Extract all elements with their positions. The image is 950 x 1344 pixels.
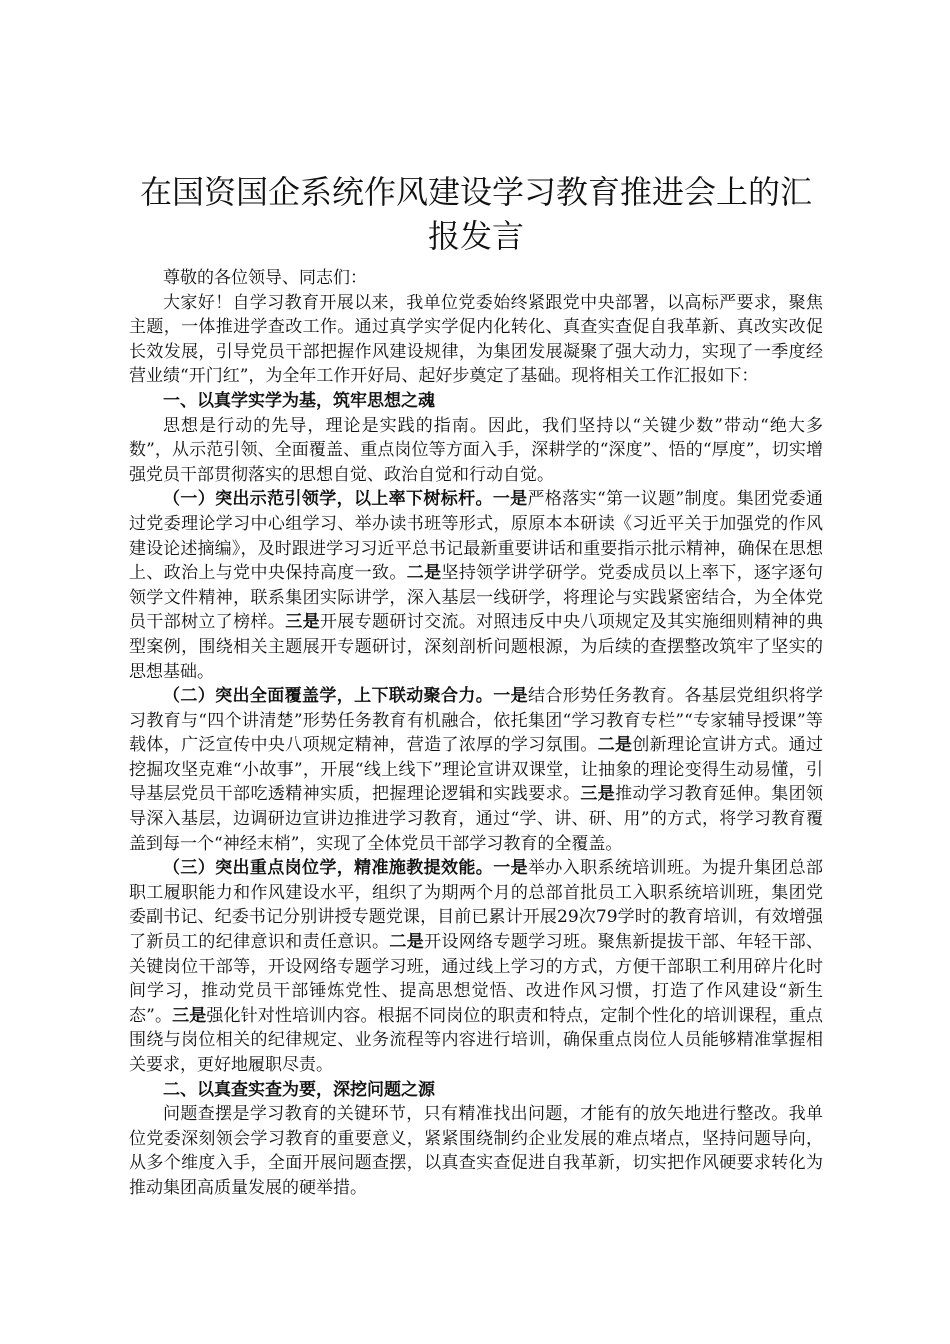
point-1-marker: 一是 — [493, 858, 528, 879]
point-2-text: 开设网络专题学习班。聚焦新提拔干部、年轻干部、关键岗位干部等，开设网络专题学习班，通过线上学习的方式，方便干部职工利用碎片化时间学习，推动党员干部锤炼党性、提高思想觉悟、改进作风习惯，打造了作风建设“新生态”。 — [129, 932, 824, 1026]
point-3-text: 开展专题研讨交流。对照违反中央八项规定及其实施细则精神的典型案例，围绕相关主题展开专题研讨，深刻剖析问题根源，为后续的查摆整改筑牢了坚实的思想基础。 — [129, 612, 824, 682]
point-3-marker: 三是 — [285, 612, 320, 633]
subsection-3-paragraph — [129, 856, 823, 1077]
point-2-text: 创新理论宣讲方式。通过挖掘攻坚克难“小故事”，开展“线上线下”理论宣讲双课堂，让抽象的理论变得生动易懂，引导基层党员干部吃透精神实质，把握理论逻辑和实践要求。 — [129, 735, 824, 805]
point-2-marker: 二是 — [406, 563, 442, 584]
section-2-heading: 二、以真查实查为要，深挖问题之源 — [163, 1079, 435, 1100]
point-1-marker: 一是 — [492, 489, 528, 510]
intro-paragraph: 大家好！自学习教育开展以来，我单位党委始终紧跟党中央部署，以高标严要求，聚焦主题，一体推进学查改工作。通过真学实学促内化转化、真查实查促自我革新、真改实改促长效发展，引导党员干部把握作风建设规律，为集团发展凝聚了强大动力，实现了一季度经营业绩“开门红”，为全年工作开好局、起好步奠定了基础。现将相关工作汇报如下： — [129, 292, 823, 387]
point-1-text: 结合形势任务教育。各基层党组织将学习教育与“四个讲清楚”形势任务教育有机融合，依托集团“学习教育专栏”“专家辅导授课”等载体，广泛宣传中央八项规定精神，营造了浓厚的学习氛围。 — [129, 686, 824, 756]
subsection-2-paragraph — [129, 684, 823, 856]
point-1-marker: 一是 — [493, 686, 528, 707]
point-1-text: 举办入职系统培训班。为提升集团总部职工履职能力和作风建设水平，组织了为期两个月的总部首批员工入职系统培训班，集团党委副书记、纪委书记分别讲授专题党课，目前已累计开展29次79学时的教育培训，有效增强了新员工的纪律意识和责任意识。 — [129, 858, 824, 953]
point-3-text: 强化针对性培训内容。根据不同岗位的职责和特点，定制个性化的培训课程，重点围绕与岗位相关的纪律规定、业务流程等内容进行培训，确保重点岗位人员能够精准掌握相关要求，更好地履职尽责。 — [129, 1005, 823, 1075]
subsection-3-lead: （三）突出重点岗位学，精准施教提效能。 — [163, 858, 494, 879]
salutation: 尊敬的各位领导、同志们： — [163, 268, 367, 288]
point-3-marker: 三是 — [172, 1005, 207, 1026]
document-title: 在国资国企系统作风建设学习教育推进会上的汇报发言 — [139, 173, 812, 255]
point-1-text: 严格落实“第一议题”制度。集团党委通过党委理论学习中心组学习、举办读书班等形式，原原本本研读《习近平关于加强党的作风建设论述摘编》，及时跟进学习习近平总书记最新重要讲话和重要指示批示精神，确保在思想上、政治上与党中央保持高度一致。 — [129, 489, 824, 584]
subsection-1-lead: （一）突出示范引领学，以上率下树标杆。 — [163, 489, 493, 510]
section-1-intro: 思想是行动的先导，理论是实践的指南。因此，我们坚持以“关键少数”带动“绝大多数”，从示范引领、全面覆盖、重点岗位等方面入手，深耕学的“深度”、悟的“厚度”，切实增强党员干部贯彻落实的思想自觉、政治自觉和行动自觉。 — [129, 415, 823, 485]
point-3-marker: 三是 — [580, 784, 616, 805]
point-3-text: 推动学习教育延伸。集团领导深入基层，边调研边宣讲边推进学习教育，通过“学、讲、研、用”的方式，将学习教育覆盖到每一个“神经末梢”，实现了全体党员干部学习教育的全覆盖。 — [129, 784, 824, 854]
subsection-1-paragraph — [129, 487, 823, 684]
point-2-text: 坚持领学讲学研学。党委成员以上率下，逐字逐句领学文件精神，联系集团实际讲学，深入基层一线研学，将理论与实践紧密结合，为全体党员干部树立了榜样。 — [129, 563, 824, 633]
point-2-marker: 二是 — [389, 932, 425, 953]
point-2-marker: 二是 — [597, 735, 633, 756]
document-page — [129, 170, 823, 1201]
subsection-2-lead: （二）突出全面覆盖学，上下联动聚合力。 — [163, 686, 494, 707]
section-1-heading: 一、以真学实学为基，筑牢思想之魂 — [163, 390, 435, 411]
section-2-intro: 问题查摆是学习教育的关键环节，只有精准找出问题，才能有的放矢地进行整改。我单位党委深刻领会学习教育的重要意义，紧紧围绕制约企业发展的难点堵点，坚持问题导向，从多个维度入手，全面开展问题查摆，以真查实查促进自我革新，切实把作风硬要求转化为推动集团高质量发展的硬举措。 — [129, 1104, 823, 1198]
